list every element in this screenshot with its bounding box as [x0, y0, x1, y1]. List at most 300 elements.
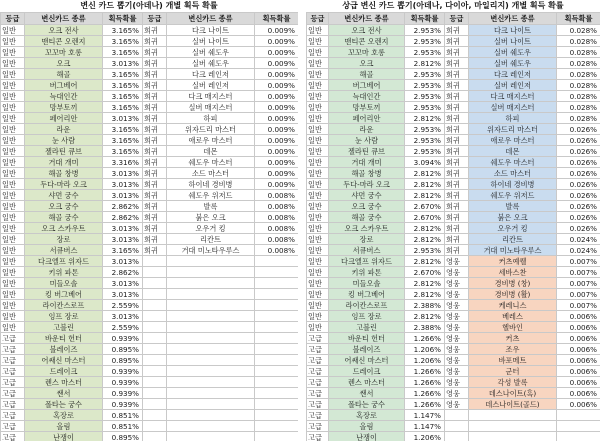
card-name-cell: 다크 나이트 — [469, 25, 557, 36]
card-name-cell: 베레스 — [469, 311, 557, 322]
table-row — [307, 289, 600, 300]
probability-cell: 0.026% — [557, 212, 600, 223]
card-name-cell: 쌘서 — [329, 388, 405, 399]
empty-cell — [255, 267, 299, 278]
table-row — [1, 201, 299, 212]
table-row — [307, 256, 600, 267]
grade-cell: 희귀 — [445, 69, 469, 80]
table-row — [1, 124, 299, 135]
table-row — [1, 91, 299, 102]
header-probability: 획득확률 — [405, 13, 445, 25]
probability-cell: 0.009% — [255, 91, 299, 102]
probability-cell: 0.028% — [557, 25, 600, 36]
empty-cell — [255, 377, 299, 388]
table-row — [1, 278, 299, 289]
grade-cell: 희귀 — [445, 245, 469, 256]
probability-cell: 3.013% — [103, 190, 143, 201]
grade-cell: 희귀 — [445, 25, 469, 36]
probability-cell: 0.009% — [255, 135, 299, 146]
header-card-name: 변신카드 종류 — [167, 13, 255, 25]
table-row — [1, 311, 299, 322]
probability-cell: 0.009% — [255, 168, 299, 179]
card-name-cell: 젤라틴 큐브 — [329, 146, 405, 157]
card-name-cell: 리칸트 — [469, 234, 557, 245]
grade-cell: 일반 — [1, 289, 25, 300]
grade-cell: 고급 — [1, 410, 25, 421]
grade-cell: 희귀 — [143, 212, 167, 223]
card-name-cell: 오크 스카우트 — [25, 223, 103, 234]
card-name-cell: 커츠예퀠 — [469, 256, 557, 267]
probability-cell: 1.206% — [405, 355, 445, 366]
probability-cell: 0.026% — [557, 168, 600, 179]
table-row — [307, 399, 600, 410]
table-row — [307, 311, 600, 322]
probability-cell: 0.007% — [557, 267, 600, 278]
empty-cell — [255, 399, 299, 410]
probability-cell: 0.939% — [103, 377, 143, 388]
table-row — [1, 410, 299, 421]
probability-cell: 0.026% — [557, 201, 600, 212]
table-row — [307, 124, 600, 135]
grade-cell: 희귀 — [143, 190, 167, 201]
grade-cell: 고급 — [307, 344, 329, 355]
grade-cell: 고급 — [307, 421, 329, 432]
grade-cell: 희귀 — [143, 157, 167, 168]
empty-cell — [167, 399, 255, 410]
probability-cell: 1.266% — [405, 388, 445, 399]
grade-cell: 희귀 — [143, 102, 167, 113]
probability-cell: 2.812% — [405, 256, 445, 267]
grade-cell: 일반 — [1, 36, 25, 47]
probability-cell: 0.006% — [557, 311, 600, 322]
empty-cell — [167, 278, 255, 289]
card-name-cell: 페어리안 — [329, 113, 405, 124]
probability-cell: 2.812% — [405, 289, 445, 300]
card-name-cell: 쉐도우 마스터 — [469, 157, 557, 168]
grade-cell: 희귀 — [143, 245, 167, 256]
card-name-cell: 실버 매지스터 — [167, 102, 255, 113]
empty-cell — [167, 366, 255, 377]
table-row — [307, 25, 600, 36]
card-name-cell: 해골 — [25, 69, 103, 80]
grade-cell: 일반 — [307, 25, 329, 36]
empty-cell — [167, 333, 255, 344]
probability-cell: 0.851% — [103, 410, 143, 421]
card-name-cell: 렌스 마스터 — [329, 377, 405, 388]
card-name-cell: 꼬꼬마 호롱 — [329, 47, 405, 58]
empty-cell — [255, 333, 299, 344]
card-name-cell: 위자드리 마스터 — [469, 124, 557, 135]
table-row — [307, 421, 600, 432]
header-card-name: 변신카드 종류 — [329, 13, 405, 25]
card-name-cell: 눈 사람 — [329, 135, 405, 146]
header-probability: 획득확률 — [103, 13, 143, 25]
card-name-cell: 해골 궁수 — [25, 212, 103, 223]
grade-cell: 일반 — [1, 47, 25, 58]
grade-cell: 고급 — [1, 432, 25, 441]
probability-cell: 2.953% — [405, 80, 445, 91]
card-name-cell: 해골 — [329, 69, 405, 80]
probability-cell: 3.165% — [103, 47, 143, 58]
grade-cell: 일반 — [307, 245, 329, 256]
card-name-cell: 조우 — [469, 344, 557, 355]
grade-cell: 희귀 — [143, 58, 167, 69]
grade-cell: 희귀 — [143, 113, 167, 124]
right-panel-title: 상급 변신 카드 뽑기(아데나, 다이아, 마일리지) 개별 획득 확률 — [306, 0, 600, 12]
grade-cell: 희귀 — [143, 80, 167, 91]
grade-cell: 일반 — [307, 179, 329, 190]
probability-cell: 2.812% — [405, 168, 445, 179]
empty-cell — [557, 410, 600, 421]
grade-cell: 고급 — [1, 355, 25, 366]
grade-cell: 일반 — [1, 234, 25, 245]
card-name-cell: 실버 쉐도우 — [469, 47, 557, 58]
table-row — [1, 146, 299, 157]
probability-cell: 0.895% — [103, 355, 143, 366]
probability-cell: 0.008% — [255, 245, 299, 256]
grade-cell: 영웅 — [445, 311, 469, 322]
empty-cell — [143, 421, 167, 432]
card-name-cell: 늑대인간 — [329, 91, 405, 102]
table-row — [1, 157, 299, 168]
grade-cell: 희귀 — [445, 113, 469, 124]
card-name-cell: 헬바인 — [469, 322, 557, 333]
card-name-cell: 블레이즈 — [329, 344, 405, 355]
card-name-cell: 커츠 — [469, 333, 557, 344]
probability-cell: 3.013% — [103, 58, 143, 69]
probability-cell: 3.165% — [103, 146, 143, 157]
card-name-cell: 버그베어 — [329, 80, 405, 91]
probability-cell: 3.013% — [103, 223, 143, 234]
card-name-cell: 라이칸스로프 — [25, 300, 103, 311]
probability-cell: 0.026% — [557, 135, 600, 146]
card-name-cell: 실버 나이트 — [167, 36, 255, 47]
empty-cell — [445, 432, 469, 441]
card-name-cell: 데스나이트(흑) — [469, 388, 557, 399]
grade-cell: 일반 — [1, 212, 25, 223]
table-row — [307, 201, 600, 212]
probability-cell: 2.953% — [405, 25, 445, 36]
probability-cell: 0.007% — [557, 278, 600, 289]
table-row — [307, 410, 600, 421]
card-name-cell: 늑대인간 — [25, 91, 103, 102]
card-name-cell: 오우거 킹 — [167, 223, 255, 234]
probability-cell: 3.013% — [103, 278, 143, 289]
table-row — [307, 168, 600, 179]
probability-cell: 1.147% — [405, 410, 445, 421]
empty-cell — [255, 421, 299, 432]
header-grade: 등급 — [307, 13, 329, 25]
empty-cell — [143, 399, 167, 410]
empty-cell — [143, 333, 167, 344]
table-row — [1, 344, 299, 355]
probability-cell: 3.094% — [405, 157, 445, 168]
table-row — [1, 300, 299, 311]
probability-cell: 0.006% — [557, 377, 600, 388]
table-row — [307, 223, 600, 234]
card-name-cell: 다크 매지스터 — [469, 91, 557, 102]
probability-cell: 0.009% — [255, 80, 299, 91]
table-row — [1, 432, 299, 441]
grade-cell: 일반 — [307, 278, 329, 289]
card-name-cell: 각성 발록 — [469, 377, 557, 388]
card-name-cell: 데몬 — [167, 146, 255, 157]
grade-cell: 희귀 — [445, 58, 469, 69]
probability-cell: 1.147% — [405, 421, 445, 432]
probability-cell: 0.006% — [557, 344, 600, 355]
card-name-cell: 서큐버스 — [25, 245, 103, 256]
empty-cell — [143, 432, 167, 441]
empty-cell — [143, 388, 167, 399]
card-name-cell: 군터 — [469, 366, 557, 377]
card-name-cell: 라운 — [329, 124, 405, 135]
probability-cell: 0.026% — [557, 223, 600, 234]
grade-cell: 일반 — [1, 267, 25, 278]
grade-cell: 희귀 — [445, 223, 469, 234]
card-name-cell: 소드 마스터 — [469, 168, 557, 179]
grade-cell: 일반 — [1, 113, 25, 124]
probability-cell: 2.670% — [405, 267, 445, 278]
grade-cell: 고급 — [307, 410, 329, 421]
grade-cell: 희귀 — [445, 102, 469, 113]
grade-cell: 희귀 — [143, 47, 167, 58]
card-name-cell: 소드 마스터 — [167, 168, 255, 179]
card-name-cell: 난쟁이 — [25, 432, 103, 441]
probability-cell: 0.026% — [557, 124, 600, 135]
grade-cell: 영웅 — [445, 256, 469, 267]
card-name-cell: 실버 쉐도우 — [469, 58, 557, 69]
card-name-cell: 실버 쉐도우 — [167, 58, 255, 69]
grade-cell: 영웅 — [445, 300, 469, 311]
grade-cell: 희귀 — [445, 179, 469, 190]
probability-cell: 0.007% — [557, 289, 600, 300]
empty-cell — [143, 355, 167, 366]
card-name-cell: 오크 전사 — [25, 25, 103, 36]
table-row — [307, 432, 600, 441]
card-name-cell: 혹장로 — [25, 410, 103, 421]
card-name-cell: 해골 창병 — [25, 168, 103, 179]
card-name-cell: 실버 나이트 — [469, 36, 557, 47]
probability-cell: 0.009% — [255, 179, 299, 190]
probability-cell: 3.165% — [103, 36, 143, 47]
grade-cell: 영웅 — [445, 267, 469, 278]
card-name-cell: 폴타는 궁수 — [329, 399, 405, 410]
card-name-cell: 세바스찬 — [469, 267, 557, 278]
empty-cell — [143, 322, 167, 333]
grade-cell: 고급 — [307, 399, 329, 410]
table-row — [1, 25, 299, 36]
grade-cell: 희귀 — [143, 179, 167, 190]
empty-cell — [557, 421, 600, 432]
table-row — [307, 157, 600, 168]
probability-cell: 2.559% — [103, 322, 143, 333]
card-name-cell: 쉐도우 위저드 — [167, 190, 255, 201]
card-name-cell: 오크 — [329, 58, 405, 69]
empty-cell — [255, 388, 299, 399]
empty-cell — [167, 388, 255, 399]
grade-cell: 일반 — [307, 190, 329, 201]
probability-cell: 0.006% — [557, 366, 600, 377]
table-row — [307, 355, 600, 366]
empty-cell — [255, 278, 299, 289]
empty-cell — [255, 410, 299, 421]
card-name-cell: 키위 파톤 — [329, 267, 405, 278]
card-name-cell: 킹 버그베어 — [329, 289, 405, 300]
probability-cell: 0.939% — [103, 388, 143, 399]
probability-cell: 3.013% — [103, 256, 143, 267]
empty-cell — [167, 311, 255, 322]
grade-cell: 희귀 — [143, 69, 167, 80]
card-name-cell: 두다-마라 오크 — [25, 179, 103, 190]
empty-cell — [255, 344, 299, 355]
probability-cell: 0.008% — [255, 212, 299, 223]
card-name-cell: 하이네 경비병 — [167, 179, 255, 190]
probability-cell: 0.009% — [255, 36, 299, 47]
grade-cell: 일반 — [1, 179, 25, 190]
empty-cell — [143, 289, 167, 300]
table-row — [307, 267, 600, 278]
grade-cell: 희귀 — [445, 124, 469, 135]
probability-cell: 0.009% — [255, 146, 299, 157]
card-name-cell: 다크 매지스터 — [167, 91, 255, 102]
grade-cell: 일반 — [307, 124, 329, 135]
card-name-cell: 어쌔신 마스터 — [25, 355, 103, 366]
card-name-cell: 데스나이트(골드) — [469, 399, 557, 410]
grade-cell: 고급 — [1, 388, 25, 399]
probability-cell: 2.862% — [103, 201, 143, 212]
probability-cell: 2.559% — [103, 300, 143, 311]
table-row — [1, 388, 299, 399]
probability-cell: 2.953% — [405, 91, 445, 102]
grade-cell: 영웅 — [445, 289, 469, 300]
probability-cell: 2.953% — [405, 36, 445, 47]
table-row — [1, 355, 299, 366]
grade-cell: 일반 — [1, 245, 25, 256]
empty-cell — [445, 421, 469, 432]
grade-cell: 고급 — [307, 388, 329, 399]
grade-cell: 희귀 — [445, 234, 469, 245]
probability-cell: 2.953% — [405, 47, 445, 58]
card-name-cell: 데몬 — [469, 146, 557, 157]
probability-cell: 0.009% — [255, 157, 299, 168]
card-name-cell: 경비병 (창) — [469, 278, 557, 289]
probability-cell: 2.953% — [405, 124, 445, 135]
grade-cell: 영웅 — [445, 322, 469, 333]
table-row — [1, 245, 299, 256]
right-header-row — [307, 13, 600, 25]
probability-cell: 3.165% — [103, 135, 143, 146]
probability-cell: 2.953% — [405, 102, 445, 113]
grade-cell: 고급 — [307, 432, 329, 441]
card-name-cell: 렌스 마스터 — [25, 377, 103, 388]
card-name-cell: 다크 레인저 — [469, 69, 557, 80]
grade-cell: 희귀 — [143, 91, 167, 102]
probability-cell: 0.026% — [557, 190, 600, 201]
grade-cell: 고급 — [1, 399, 25, 410]
grade-cell: 희귀 — [445, 212, 469, 223]
probability-cell: 2.953% — [405, 245, 445, 256]
table-row — [307, 333, 600, 344]
empty-cell — [167, 377, 255, 388]
probability-cell: 2.812% — [405, 113, 445, 124]
probability-cell: 0.026% — [557, 157, 600, 168]
probability-cell: 0.028% — [557, 69, 600, 80]
table-row — [307, 322, 600, 333]
card-name-cell: 거대 미노타우루스 — [469, 245, 557, 256]
card-name-cell: 난쟁이 — [329, 432, 405, 441]
grade-cell: 희귀 — [143, 36, 167, 47]
grade-cell: 고급 — [1, 377, 25, 388]
probability-cell: 0.007% — [557, 300, 600, 311]
empty-cell — [167, 432, 255, 441]
card-name-cell: 버그베어 — [25, 80, 103, 91]
probability-cell: 0.008% — [255, 223, 299, 234]
grade-cell: 희귀 — [143, 25, 167, 36]
grade-cell: 일반 — [307, 58, 329, 69]
card-name-cell: 하이네 경비병 — [469, 179, 557, 190]
card-name-cell: 바운티 헌터 — [25, 333, 103, 344]
probability-cell: 2.670% — [405, 201, 445, 212]
grade-cell: 일반 — [307, 36, 329, 47]
table-row — [1, 102, 299, 113]
probability-cell: 0.009% — [255, 124, 299, 135]
table-row — [1, 179, 299, 190]
card-name-cell: 거대 개미 — [25, 157, 103, 168]
probability-cell: 0.009% — [255, 102, 299, 113]
grade-cell: 일반 — [307, 135, 329, 146]
probability-cell: 3.013% — [103, 113, 143, 124]
card-name-cell: 애로우 마스터 — [469, 135, 557, 146]
probability-cell: 0.028% — [557, 36, 600, 47]
card-name-cell: 망부토끼 — [329, 102, 405, 113]
grade-cell: 고급 — [1, 333, 25, 344]
card-name-cell: 키위 파톤 — [25, 267, 103, 278]
empty-cell — [255, 366, 299, 377]
left-header-row — [1, 13, 299, 25]
card-name-cell: 맨티콘 오렌지 — [25, 36, 103, 47]
probability-cell: 0.006% — [557, 399, 600, 410]
probability-cell: 0.008% — [255, 201, 299, 212]
grade-cell: 일반 — [307, 256, 329, 267]
grade-cell: 고급 — [1, 366, 25, 377]
right-probability-panel — [306, 0, 600, 441]
table-row — [307, 388, 600, 399]
empty-cell — [143, 377, 167, 388]
grade-cell: 희귀 — [143, 223, 167, 234]
table-row — [307, 179, 600, 190]
card-name-cell: 다크 레인저 — [167, 69, 255, 80]
probability-cell: 2.862% — [103, 212, 143, 223]
card-name-cell: 거대 미노타우루스 — [167, 245, 255, 256]
grade-cell: 일반 — [307, 69, 329, 80]
grade-cell: 일반 — [1, 223, 25, 234]
card-name-cell: 거대 개미 — [329, 157, 405, 168]
grade-cell: 일반 — [1, 168, 25, 179]
empty-cell — [143, 366, 167, 377]
probability-cell: 0.009% — [255, 25, 299, 36]
card-name-cell: 케레니스 — [469, 300, 557, 311]
grade-cell: 희귀 — [143, 146, 167, 157]
left-probability-table — [0, 12, 298, 441]
card-name-cell: 실버 쉐도우 — [167, 47, 255, 58]
grade-cell: 희귀 — [143, 168, 167, 179]
probability-cell: 3.013% — [103, 234, 143, 245]
table-row — [1, 333, 299, 344]
probability-cell: 2.812% — [405, 58, 445, 69]
grade-cell: 일반 — [1, 58, 25, 69]
probability-cell: 0.939% — [103, 333, 143, 344]
probability-cell: 1.206% — [405, 344, 445, 355]
